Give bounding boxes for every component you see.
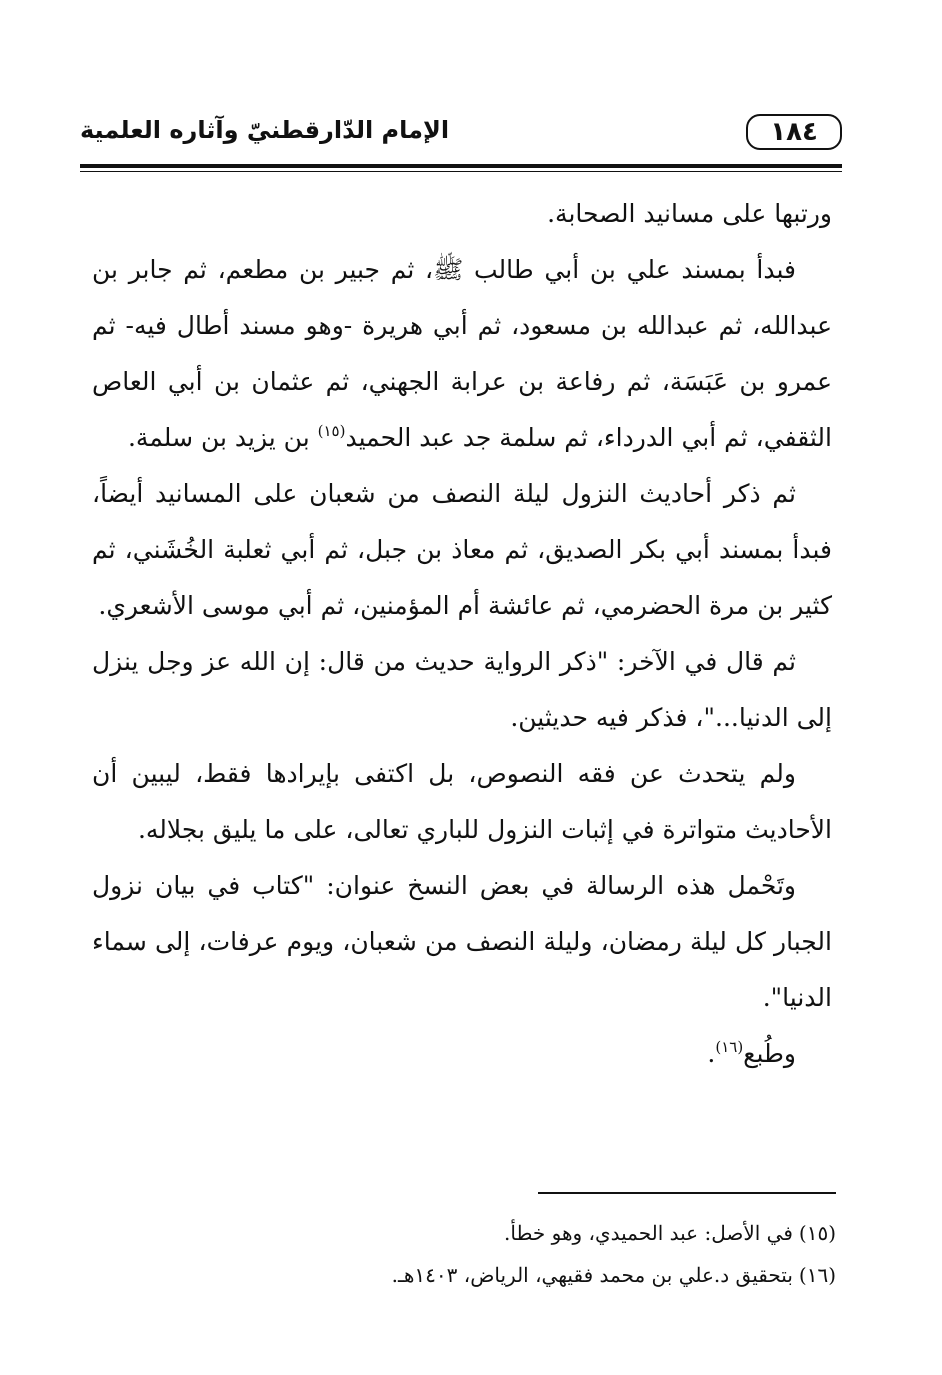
footnote-ref-15[interactable]: (١٥) bbox=[317, 422, 346, 440]
footnote-number: (١٥) bbox=[798, 1221, 836, 1245]
footnote-number: (١٦) bbox=[798, 1263, 836, 1287]
paragraph-7 bbox=[92, 1026, 832, 1082]
body-text bbox=[92, 186, 832, 1082]
paragraph-7-end: . bbox=[707, 1039, 716, 1068]
footnote-16 bbox=[92, 1254, 836, 1296]
page-number: ١٨٤ bbox=[746, 114, 842, 150]
page-header bbox=[80, 108, 842, 156]
footnote-separator bbox=[538, 1192, 836, 1194]
paragraph-4: ثم قال في الآخر: "ذكر الرواية حديث من قال: إن الله عز وجل ينزل إلى الدنيا..."، فذكر فيه حديثين. bbox=[92, 647, 832, 732]
paragraph-2-tail: بن يزيد بن سلمة. bbox=[127, 423, 318, 452]
paragraph-7-text: وطُبع bbox=[743, 1039, 796, 1068]
paragraph-5: ولم يتحدث عن فقه النصوص، بل اكتفى بإيرادها فقط، ليبين أن الأحاديث متواترة في إثبات النزول للباري تعالى، على ما يليق بجلاله. bbox=[92, 759, 832, 844]
footnote-text: في الأصل: عبد الحميدي، وهو خطأ. bbox=[504, 1221, 793, 1245]
paragraph-1: ورتبها على مسانيد الصحابة. bbox=[547, 199, 832, 228]
paragraph-6: وتَحْمل هذه الرسالة في بعض النسخ عنوان: "كتاب في بيان نزول الجبار كل ليلة رمضان، وليلة النصف من شعبان، ويوم عرفات، إلى سماء الدنيا". bbox=[92, 871, 832, 1012]
header-rule-thin bbox=[80, 171, 842, 172]
running-title: الإمام الدّارقطنيّ وآثاره العلمية bbox=[80, 116, 450, 144]
footnote-ref-16[interactable]: (١٦) bbox=[715, 1038, 744, 1056]
header-rule-thick bbox=[80, 164, 842, 168]
footnotes bbox=[92, 1212, 836, 1296]
footnote-text: بتحقيق د.علي بن محمد فقيهي، الرياض، ١٤٠٣هـ. bbox=[391, 1263, 793, 1287]
paragraph-3: ثم ذكر أحاديث النزول ليلة النصف من شعبان على المسانيد أيضاً، فبدأ بمسند أبي بكر الصديق، ثم معاذ بن جبل، ثم أبي ثعلبة الخُشَني، ثم كثير بن مرة الحضرمي، ثم عائشة أم المؤمنين، ثم أبي موسى الأشعري. bbox=[92, 479, 832, 620]
paragraph-2 bbox=[92, 242, 832, 466]
paragraph-2-text: فبدأ بمسند علي بن أبي طالب ﷺ، ثم جبير بن مطعم، ثم جابر بن عبدالله، ثم عبدالله بن مسعود، ثم أبي هريرة -وهو مسند أطال فيه- ثم عمرو بن عَبَسَة، ثم رفاعة بن عرابة الجهني، ثم عثمان بن أبي العاص الثقفي، ثم أبي الدرداء، ثم سلمة جد عبد الحميد bbox=[92, 255, 832, 452]
footnote-15 bbox=[92, 1212, 836, 1254]
